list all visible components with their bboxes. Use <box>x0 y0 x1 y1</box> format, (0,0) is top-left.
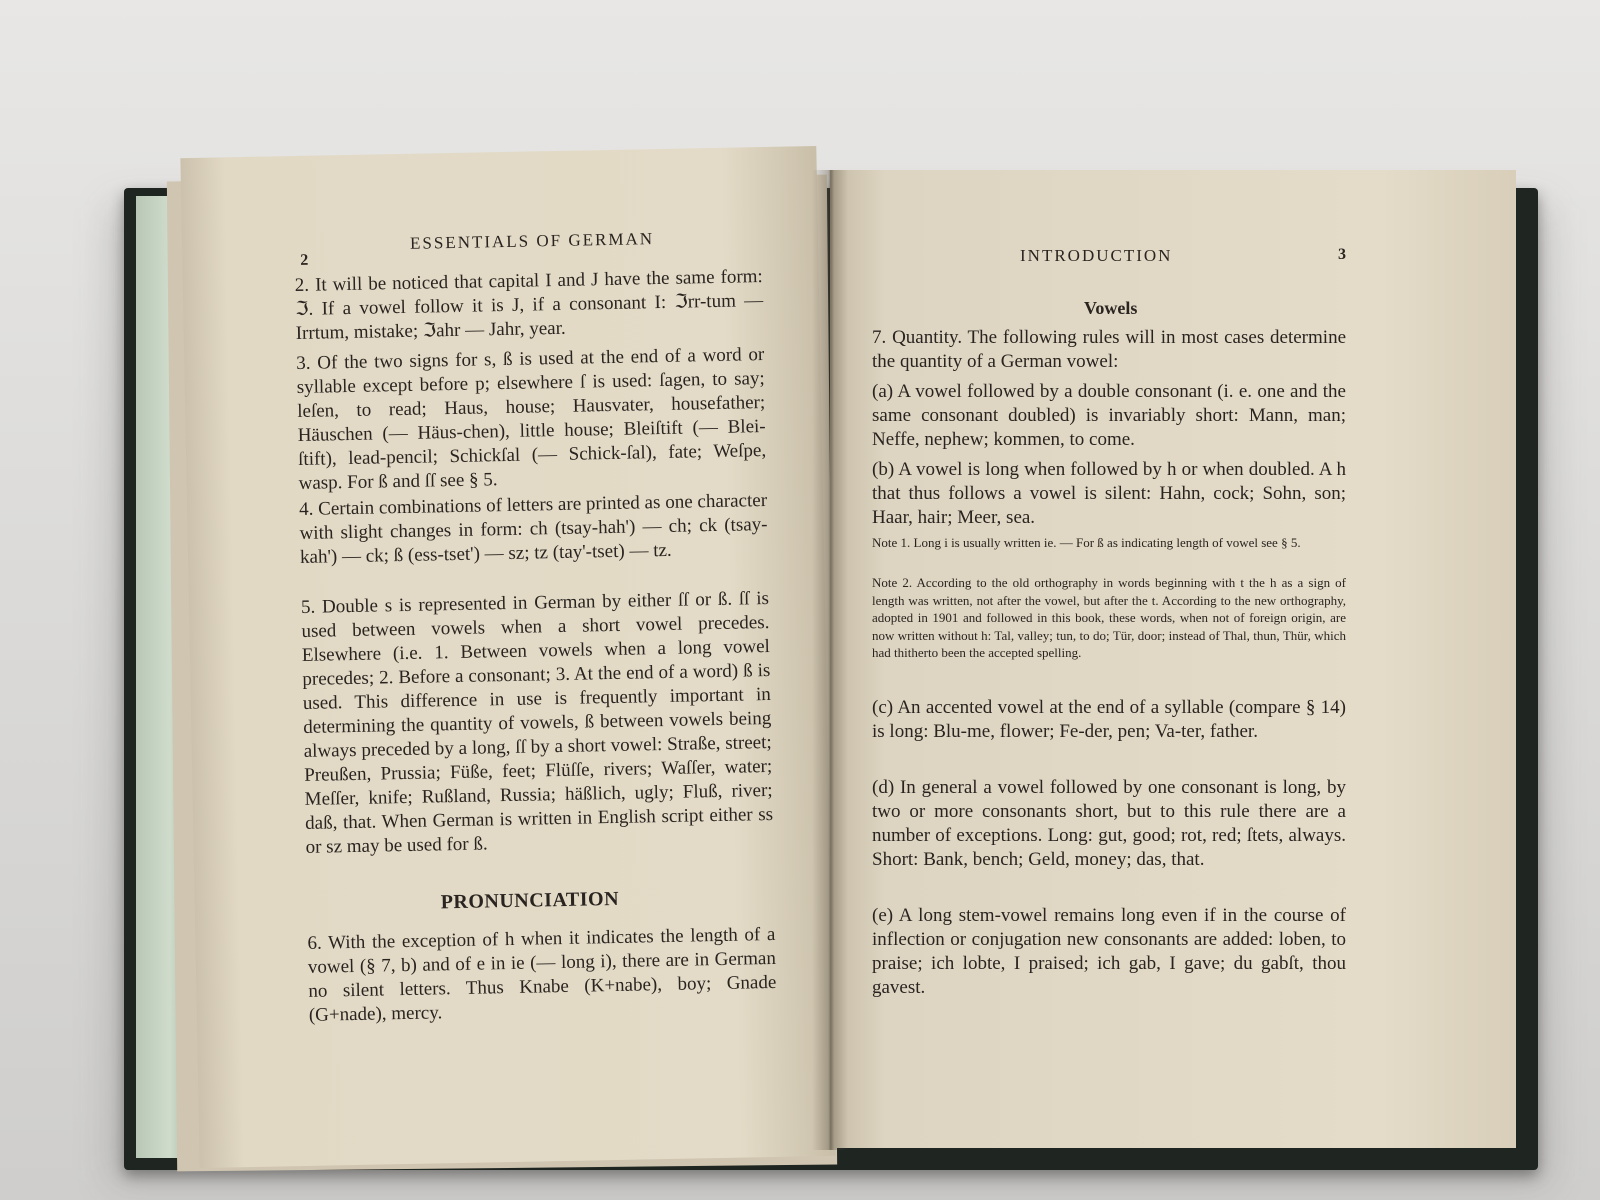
paragraph-4: 4. Certain combinations of letters are printed as one character with slight changes in form: ch (tsay-hah') — ch; ck (tsay-kah') — ck; ß (ess-tset') — sz; tz (tay'-tset) — tz. <box>298 490 768 568</box>
paragraph-2: 2. It will be noticed that capital I and J have the same form: ℑ. If a vowel follow it is J, if a consonant I: ℑrr-tum — Irrtum, mistake; ℑahr — Jahr, year. <box>294 266 764 345</box>
paragraph-3: 3. Of the two signs for s, ß is used at the end of a word or syllable except before p; elsewhere ſ is used: ſagen, to say; leſen, to read; Haus, house; Hausvater, housefather; Häuschen (— Häus-chen), little house; Bleiſtift (— Blei-ſtift), lead-pencil; Schickſal (— Schick-ſal), fate; Weſpe, wasp. For ß and ſſ see § 5. <box>296 344 767 494</box>
left-page-number: 2 <box>300 251 309 269</box>
note-2: Note 2. According to the old orthography in words beginning with t the h as a sign of length was written, not after the vowel, but after the t. According to the new orthography, adopted in 1901 and followed in this book, these words, when not of foreign origin, are now written without h: Tal, valley; tun, to do; Tür, door; instead of Thal, thun, Thür, which had thitherto been the accepted spelling. <box>872 575 1346 660</box>
rule-d: (d) In general a vowel followed by one consonant is long, by two or more consonants short, but to this rule there are a number of exceptions. Long: gut, good; rot, red; ſtets, always. Short: Bank, bench; Geld, money; das, that. <box>872 777 1346 870</box>
quantity-intro: 7. Quantity. The following rules will in most cases determine the quantity of a German vowel: <box>872 327 1346 372</box>
right-running-head: INTRODUCTION <box>1020 246 1173 265</box>
note-1: Note 1. Long i is usually written ie. — For ß as indicating length of vowel see § 5. <box>872 535 1301 550</box>
rule-c: (c) An accented vowel at the end of a syllable (compare § 14) is long: Blu-me, flower; Fe-der, pen; Va-ter, father. <box>872 697 1346 742</box>
paragraph-6: 6. With the exception of h when it indicates the length of a vowel (§ 7, b) and of e in ie (— long i), there are in German no silent letters. Thus Knabe (K+nabe), boy; Gnade (G+nade), mercy. <box>307 923 777 1026</box>
book-gutter <box>812 170 848 1150</box>
left-running-head: ESSENTIALS OF GERMAN <box>409 229 655 253</box>
pronunciation-heading: PRONUNCIATION <box>440 887 620 914</box>
right-page-number: 3 <box>1338 246 1346 263</box>
vowels-heading: Vowels <box>1084 298 1138 318</box>
right-page <box>830 170 1516 1148</box>
rule-b: (b) A vowel is long when followed by h or when doubled. A h that thus follows a vowel is silent: Hahn, cock; Sohn, son; Haar, hair; Meer, sea. <box>872 459 1346 528</box>
paragraph-5: 5. Double s is represented in German by either ſſ or ß. ſſ is used between vowels when a short vowel precedes. Elsewhere (i.e. 1. Between vowels when a long vowel precedes; 2. Before a consonant; 3. At the end of a word) ß is used. This difference in use is frequently important in determining the quantity of vowels, ß between vowels being always preceded by a long, ſſ by a short vowel: Straße, street; Preußen, Prussia; Füße, feet; Flüſſe, rivers; Waſſer, water; Meſſer, knife; Rußland, Russia; häßlich, ugly; Fluß, river; daß, that. When German is written in English script either ss or sz may be used for ß. <box>300 587 774 858</box>
rule-e: (e) A long stem-vowel remains long even if in the course of inflection or conjugation new consonants are added: loben, to praise; ich lobte, I praised; ich gab, I gave; du gabſt, thou gavest. <box>872 905 1346 998</box>
rule-a: (a) A vowel followed by a double consonant (i. e. one and the same consonant doubled) is invariably short: Mann, man; Neffe, nephew; kommen, to come. <box>872 381 1346 450</box>
left-page <box>180 146 835 1168</box>
